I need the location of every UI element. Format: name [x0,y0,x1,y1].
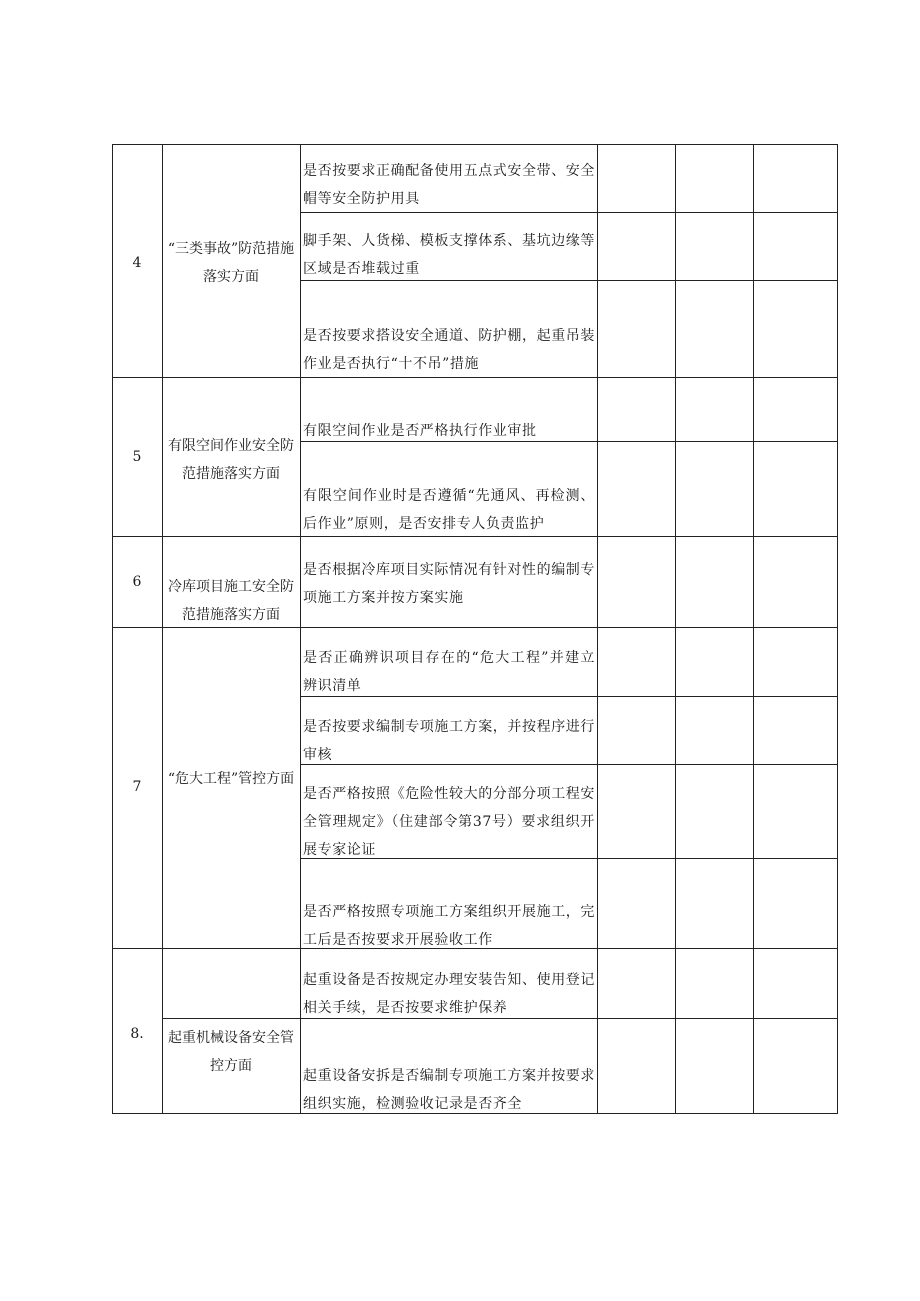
row-number: 4 [132,255,142,271]
table-border-left [112,144,113,1114]
table-border-right [837,144,838,1114]
table-border-top [112,144,838,145]
table-divider-col5 [675,144,676,1114]
row-category: 起重机械设备安全管控方面 [168,1030,294,1074]
check-item: 是否按要求编制专项施工方案，并按程序进行审核 [303,719,595,763]
check-item: 是否正确辨识项目存在的“危大工程”并建立辨识清单 [303,650,595,694]
check-item: 起重设备安拆是否编制专项施工方案并按要求组织实施，检测验收记录是否齐全 [303,1068,595,1112]
row-number: 7 [132,779,142,795]
table-divider-category [300,144,301,1114]
check-item: 起重设备是否按规定办理安装告知、使用登记相关手续，是否按要求维护保养 [303,972,595,1016]
row-category: 有限空间作业安全防范措施落实方面 [168,438,294,482]
row-category: 冷库项目施工安全防范措施落实方面 [168,579,294,623]
row-category: “三类事故”防范措施落实方面 [167,241,295,285]
check-item: 是否按要求正确配备使用五点式安全带、安全帽等安全防护用具 [303,163,595,207]
row-number: 6 [132,574,142,590]
check-item: 脚手架、人货梯、模板支撑体系、基坑边缘等区域是否堆载过重 [303,233,595,277]
check-item: 是否严格按照专项施工方案组织开展施工，完工后是否按要求开展验收工作 [303,904,595,948]
check-item: 是否按要求搭设安全通道、防护棚，起重吊装作业是否执行“十不吊”措施 [303,328,595,372]
check-item: 是否根据冷库项目实际情况有针对性的编制专项施工方案并按方案实施 [303,562,595,606]
row-number: 5 [132,449,142,465]
check-item: 有限空间作业时是否遵循“先通风、再检测、后作业”原则，是否安排专人负责监护 [303,488,595,532]
table-divider-col6 [753,144,754,1114]
row-number: 8. [130,1026,144,1042]
check-item: 有限空间作业是否严格执行作业审批 [303,423,537,439]
check-item: 是否严格按照《危险性较大的分部分项工程安全管理规定》（住建部令第37号）要求组织开展专家论证 [303,786,595,858]
row-category: “危大工程”管控方面 [167,771,295,787]
table-divider-item [597,144,598,1114]
